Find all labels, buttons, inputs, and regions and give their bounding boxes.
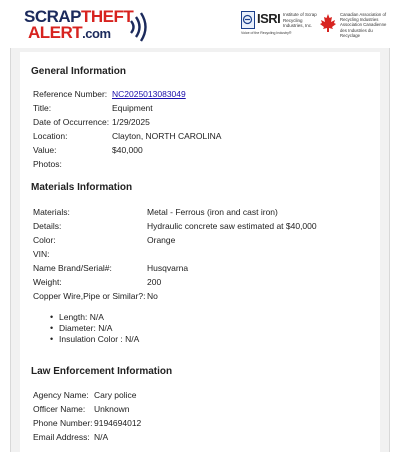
header [10, 0, 390, 48]
logo-text-dotcom: .com [82, 26, 111, 41]
maple-leaf-icon [319, 13, 337, 33]
field-value: 200 [147, 277, 162, 287]
reference-number-link[interactable]: NC2025013083049 [112, 89, 186, 99]
field-label: Color: [33, 235, 56, 245]
field-value: 1/29/2025 [112, 117, 150, 127]
list-item: • Length: N/A [50, 312, 139, 323]
field-label: Officer Name: [33, 404, 86, 414]
field-value: 9194694012 [94, 418, 142, 428]
field-label: Location: [33, 131, 68, 141]
field-label: Photos: [33, 159, 62, 169]
field-label: Reference Number: [33, 89, 108, 99]
scraptheftalert-logo[interactable] [24, 8, 152, 46]
field-value: Unknown [94, 404, 130, 414]
field-label: Email Address: [33, 432, 90, 442]
section-title-law-enforcement: Law Enforcement Information [31, 366, 173, 377]
signal-waves-icon [128, 12, 150, 42]
field-label: Weight: [33, 277, 62, 287]
field-label: Phone Number: [33, 418, 93, 428]
report-content [20, 52, 380, 452]
field-value: Husqvarna [147, 263, 189, 273]
list-item: • Insulation Color : N/A [50, 334, 139, 345]
isri-emblem-icon [241, 11, 255, 29]
field-label: Value: [33, 145, 57, 155]
field-label: Name Brand/Serial#: [33, 263, 112, 273]
field-value: No [147, 291, 158, 301]
cari-logo[interactable] [318, 11, 390, 37]
field-label: Copper Wire,Pipe or Similar?: [33, 291, 146, 301]
isri-tagline: Voice of the Recycling Industry® [241, 31, 292, 35]
field-label: Details: [33, 221, 62, 231]
list-item: • Diameter: N/A [50, 323, 139, 334]
isri-wordmark: ISRI [257, 11, 281, 26]
field-value: Cary police [94, 390, 137, 400]
isri-fullname: Institute of Scrap Recycling Industries, Inc. [283, 12, 317, 28]
cari-name-english: Canadian Association of Recycling Industries [340, 12, 387, 23]
field-value: Equipment [112, 103, 153, 113]
section-title-materials: Materials Information [31, 182, 133, 193]
copper-details-list [50, 312, 139, 345]
logo-text-theft: THEFT [81, 7, 134, 26]
field-value: Orange [147, 235, 176, 245]
field-label: Title: [33, 103, 52, 113]
cari-name-french: Association Canadienne des Industries du Recyclage [340, 22, 387, 38]
section-title-general: General Information [31, 66, 127, 77]
logo-text-scrap: SCRAP [24, 7, 82, 26]
field-value: Hydraulic concrete saw estimated at $40,000 [147, 221, 317, 231]
field-value: N/A [94, 432, 109, 442]
field-label: Agency Name: [33, 390, 89, 400]
logo-text-alert: ALERT [28, 23, 83, 42]
field-value: Clayton, NORTH CAROLINA [112, 131, 222, 141]
isri-logo[interactable] [241, 11, 317, 37]
field-value: $40,000 [112, 145, 143, 155]
field-label: Date of Occurrence: [33, 117, 110, 127]
field-label: Materials: [33, 207, 70, 217]
field-label: VIN: [33, 249, 50, 259]
field-value: Metal - Ferrous (iron and cast iron) [147, 207, 278, 217]
